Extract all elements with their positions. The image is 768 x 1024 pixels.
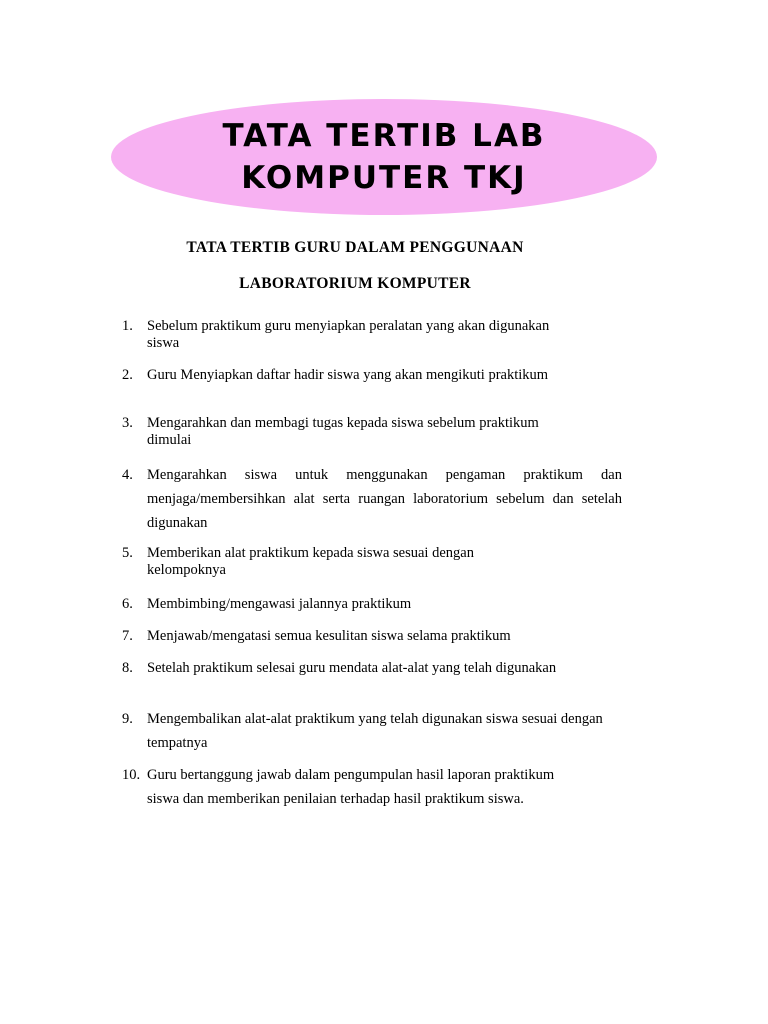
rule-item-1 xyxy=(122,318,552,352)
rule-item-7 xyxy=(122,628,622,645)
banner-title-line-2: KOMPUTER TKJ xyxy=(241,160,527,196)
rule-item-8 xyxy=(122,660,572,677)
rule-number: 1. xyxy=(122,318,133,334)
rule-number: 2. xyxy=(122,367,133,383)
section-heading-line-2: LABORATORIUM KOMPUTER xyxy=(239,275,471,292)
rule-item-4 xyxy=(122,467,622,535)
section-heading-line-1: TATA TERTIB GURU DALAM PENGGUNAAN xyxy=(186,239,524,256)
rule-text: Mengembalikan alat-alat praktikum yang telah digunakan siswa sesuai dengan tempatnya xyxy=(147,711,603,751)
rule-item-5 xyxy=(122,545,552,579)
rule-text: Guru Menyiapkan daftar hadir siswa yang akan mengikuti praktikum xyxy=(147,367,549,383)
rule-item-6 xyxy=(122,596,622,613)
rule-number: 4. xyxy=(122,467,133,483)
rule-text: Menjawab/mengatasi semua kesulitan siswa selama praktikum xyxy=(147,628,511,644)
rule-item-10 xyxy=(122,767,577,811)
rule-text: Mengarahkan siswa untuk menggunakan pengaman praktikum dan menjaga/membersihkan alat serta ruangan laboratorium sebelum dan setelah digunakan xyxy=(147,467,622,531)
banner-title-line-1: TATA TERTIB LAB xyxy=(222,118,546,154)
rule-text: Guru bertanggung jawab dalam pengumpulan hasil laporan praktikum siswa dan memberikan penilaian terhadap hasil praktikum siswa. xyxy=(147,767,555,807)
rule-item-3 xyxy=(122,415,552,449)
rule-item-2 xyxy=(122,367,562,384)
rule-text: Memberikan alat praktikum kepada siswa sesuai dengan kelompoknya xyxy=(147,545,474,578)
title-banner xyxy=(111,99,657,215)
rule-number: 9. xyxy=(122,711,133,727)
rule-text: Sebelum praktikum guru menyiapkan peralatan yang akan digunakan siswa xyxy=(147,318,550,351)
rule-number: 6. xyxy=(122,596,133,612)
rule-text: Setelah praktikum selesai guru mendata alat-alat yang telah digunakan xyxy=(147,660,557,676)
rule-number: 8. xyxy=(122,660,133,676)
rule-number: 10. xyxy=(122,767,141,783)
rule-number: 5. xyxy=(122,545,133,561)
rule-text: Mengarahkan dan membagi tugas kepada siswa sebelum praktikum dimulai xyxy=(147,415,539,448)
rule-number: 3. xyxy=(122,415,133,431)
rule-item-9 xyxy=(122,711,622,755)
rule-number: 7. xyxy=(122,628,133,644)
rule-text: Membimbing/mengawasi jalannya praktikum xyxy=(147,596,412,612)
